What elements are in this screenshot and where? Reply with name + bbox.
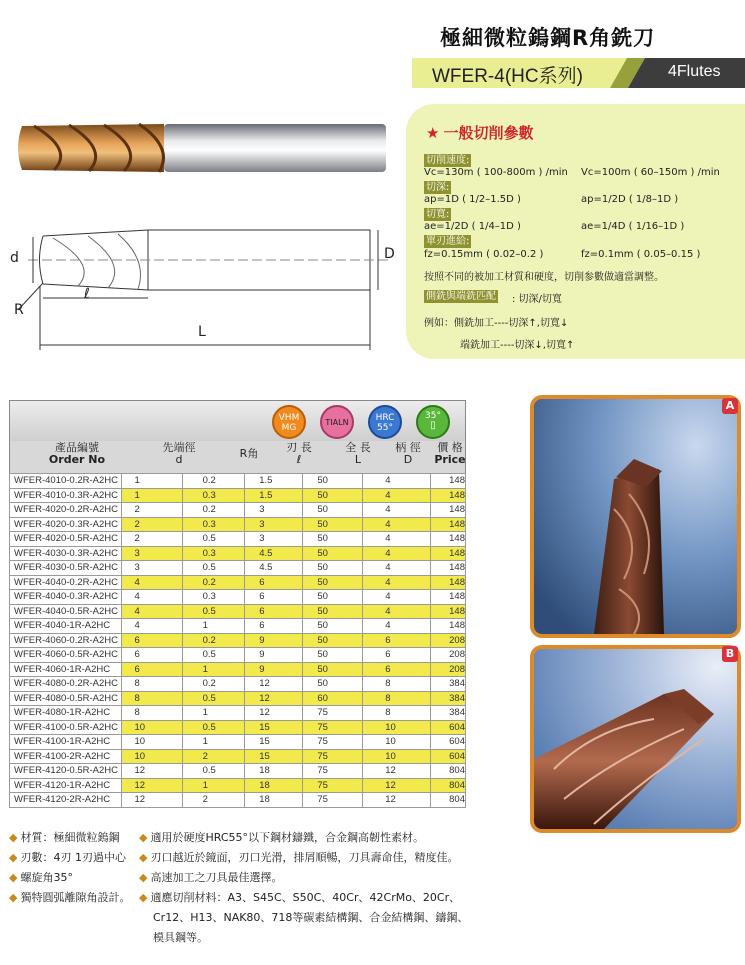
- table-cell: WFER-4040-1R-A2HC: [10, 619, 122, 634]
- table-cell: 2: [182, 749, 245, 764]
- feature-item: ◆ 獨特圓弧離隙角設計。: [9, 891, 131, 904]
- table-cell: 0.5: [182, 764, 245, 779]
- table-cell: 3: [122, 561, 182, 576]
- table-row: [10, 720, 466, 735]
- table-cell: WFER-4060-1R-A2HC: [10, 662, 122, 677]
- table-cell: 10: [122, 749, 182, 764]
- table-cell: 12: [363, 764, 431, 779]
- hrc-badge: HRC 55°: [368, 405, 402, 439]
- table-cell: 6: [245, 590, 303, 605]
- table-cell: WFER-4080-0.5R-A2HC: [10, 691, 122, 706]
- feature-item: ◆ 螺旋角35°: [9, 871, 73, 884]
- example-side: 例如：側銑加工----切深↑,切寬↓: [424, 318, 569, 329]
- table-cell: 148: [431, 517, 466, 532]
- table-cell: 6: [122, 648, 182, 663]
- depth-right: ap=1/2D ( 1/8–1D ): [581, 194, 679, 205]
- cutting-params-panel: [406, 104, 745, 359]
- table-cell: 4: [363, 590, 431, 605]
- table-row: [10, 648, 466, 663]
- diamond-icon: ◆: [139, 871, 148, 884]
- table-cell: 3: [245, 503, 303, 518]
- table-cell: WFER-4060-0.2R-A2HC: [10, 633, 122, 648]
- example-end: 端銑加工----切深↓,切寬↑: [460, 340, 575, 351]
- table-cell: 0.2: [182, 633, 245, 648]
- col-radius: R角: [239, 447, 259, 460]
- table-cell: 8: [363, 691, 431, 706]
- table-cell: WFER-4020-0.5R-A2HC: [10, 532, 122, 547]
- table-cell: 148: [431, 575, 466, 590]
- table-row: [10, 474, 466, 489]
- table-cell: 9: [245, 648, 303, 663]
- table-cell: 148: [431, 590, 466, 605]
- helix-angle-badge: 35° ▯: [416, 405, 450, 439]
- table-cell: 9: [245, 633, 303, 648]
- table-row: [10, 764, 466, 779]
- table-cell: WFER-4120-0.5R-A2HC: [10, 764, 122, 779]
- table-cell: WFER-4100-1R-A2HC: [10, 735, 122, 750]
- table-cell: 0.2: [182, 575, 245, 590]
- table-cell: 50: [303, 604, 363, 619]
- table-cell: 148: [431, 488, 466, 503]
- depth-label: 切深:: [426, 182, 450, 193]
- table-cell: 384: [431, 706, 466, 721]
- table-cell: WFER-4060-0.5R-A2HC: [10, 648, 122, 663]
- table-cell: 4.5: [245, 561, 303, 576]
- table-cell: WFER-4100-0.5R-A2HC: [10, 720, 122, 735]
- table-cell: 148: [431, 474, 466, 489]
- col-shank-dia: 柄 徑 D: [395, 441, 421, 466]
- table-cell: 6: [363, 662, 431, 677]
- table-cell: 6: [122, 633, 182, 648]
- diamond-icon: ◆: [9, 851, 18, 864]
- table-cell: 208: [431, 633, 466, 648]
- diamond-icon: ◆: [9, 831, 18, 844]
- dim-D-label: D: [384, 246, 395, 262]
- feature-item: ◆ 適用於硬度HRC55°以下鋼材鑄鐵，合金鋼高韌性素材。: [139, 831, 425, 844]
- table-cell: 4: [363, 575, 431, 590]
- table-cell: 1: [122, 488, 182, 503]
- table-cell: 50: [303, 546, 363, 561]
- star-icon: ★: [426, 124, 440, 142]
- table-row: [10, 706, 466, 721]
- col-price: 價 格 Price: [434, 441, 466, 466]
- table-cell: 8: [122, 706, 182, 721]
- dim-R-label: R: [14, 302, 24, 318]
- table-cell: 12: [363, 793, 431, 808]
- match-label: 側銑與端銑匹配: [426, 291, 496, 302]
- features-left: [9, 828, 130, 908]
- table-cell: 12: [245, 691, 303, 706]
- match-value: : 切深/切寬: [512, 294, 562, 305]
- photo-b: [530, 645, 741, 833]
- table-row: [10, 793, 466, 808]
- photo-a-label: A: [722, 398, 738, 414]
- table-cell: 10: [122, 720, 182, 735]
- table-row: [10, 575, 466, 590]
- table-cell: 50: [303, 474, 363, 489]
- table-cell: 208: [431, 648, 466, 663]
- product-table: [9, 400, 466, 808]
- table-cell: 50: [303, 488, 363, 503]
- feature-item: ◆ 材質：極細微粒鎢鋼: [9, 831, 120, 844]
- table-cell: 2: [122, 517, 182, 532]
- table-row: [10, 503, 466, 518]
- table-row: [10, 561, 466, 576]
- dim-L-label: L: [198, 324, 206, 340]
- table-cell: 148: [431, 532, 466, 547]
- table-row: [10, 662, 466, 677]
- feature-item: Cr12、H13、NAK80、718等碳素結構鋼、合金結構鋼、鑄鋼、: [153, 911, 469, 924]
- table-cell: 3: [245, 517, 303, 532]
- end-mill-photo-b: [534, 649, 737, 829]
- table-cell: 0.5: [182, 648, 245, 663]
- speed-label: 切削速度:: [426, 155, 470, 166]
- table-header: [9, 400, 466, 473]
- features-right: [139, 828, 468, 948]
- table-cell: 148: [431, 503, 466, 518]
- end-mill-render: [14, 110, 389, 185]
- table-cell: 384: [431, 691, 466, 706]
- depth-left: ap=1D ( 1/2–1.5D ): [424, 194, 521, 205]
- table-cell: 4: [363, 474, 431, 489]
- table-cell: 4: [122, 604, 182, 619]
- width-left: ae=1/2D ( 1/4–1D ): [424, 221, 521, 232]
- table-row: [10, 546, 466, 561]
- table-cell: 1: [182, 778, 245, 793]
- table-cell: WFER-4030-0.5R-A2HC: [10, 561, 122, 576]
- table-cell: 10: [363, 735, 431, 750]
- photo-a: [530, 395, 741, 638]
- table-cell: 50: [303, 517, 363, 532]
- table-cell: 75: [303, 735, 363, 750]
- model-banner: [412, 58, 745, 88]
- table-cell: 1: [182, 706, 245, 721]
- feature-item: ◆ 刃口越近於鏡面，刃口光滑，排屑順暢，刀具壽命佳，精度佳。: [139, 851, 459, 864]
- table-cell: 75: [303, 793, 363, 808]
- table-cell: 15: [245, 735, 303, 750]
- diamond-icon: ◆: [9, 891, 18, 904]
- table-row: [10, 517, 466, 532]
- dim-d-label: d: [10, 250, 19, 266]
- table-cell: 8: [363, 677, 431, 692]
- params-note: 按照不同的被加工材質和硬度，切削参數做適當調整。: [424, 272, 664, 283]
- table-cell: WFER-4040-0.5R-A2HC: [10, 604, 122, 619]
- table-cell: 50: [303, 662, 363, 677]
- table-cell: 804: [431, 778, 466, 793]
- table-cell: 4.5: [245, 546, 303, 561]
- table-cell: 4: [363, 517, 431, 532]
- table-cell: 12: [363, 778, 431, 793]
- table-row: [10, 590, 466, 605]
- table-cell: 75: [303, 706, 363, 721]
- table-row: [10, 677, 466, 692]
- table-cell: 6: [363, 633, 431, 648]
- table-cell: 50: [303, 619, 363, 634]
- table-cell: 50: [303, 590, 363, 605]
- feature-item: ◆ 刃數：4刃 1刃過中心: [9, 851, 126, 864]
- table-cell: 208: [431, 662, 466, 677]
- table-cell: 12: [245, 677, 303, 692]
- table-row: [10, 633, 466, 648]
- table-cell: 1: [122, 474, 182, 489]
- table-cell: WFER-4120-2R-A2HC: [10, 793, 122, 808]
- table-cell: 1: [182, 662, 245, 677]
- table-cell: 2: [122, 532, 182, 547]
- table-cell: 3: [122, 546, 182, 561]
- table-cell: 50: [303, 503, 363, 518]
- table-cell: 148: [431, 619, 466, 634]
- table-cell: 148: [431, 546, 466, 561]
- table-cell: 604: [431, 749, 466, 764]
- table-row: [10, 619, 466, 634]
- end-mill-photo-a: [534, 399, 737, 634]
- table-cell: 0.3: [182, 517, 245, 532]
- table-cell: 50: [303, 561, 363, 576]
- table-cell: 4: [363, 532, 431, 547]
- table-cell: 0.2: [182, 474, 245, 489]
- table-cell: 75: [303, 720, 363, 735]
- table-cell: 4: [122, 575, 182, 590]
- width-label: 切寬:: [426, 209, 450, 220]
- table-cell: 50: [303, 648, 363, 663]
- table-cell: 9: [245, 662, 303, 677]
- table-cell: WFER-4020-0.2R-A2HC: [10, 503, 122, 518]
- product-rows: [9, 473, 466, 808]
- table-cell: WFER-4080-0.2R-A2HC: [10, 677, 122, 692]
- params-heading: ★ 一般切削參數: [426, 124, 534, 142]
- table-cell: 804: [431, 764, 466, 779]
- table-cell: 12: [122, 778, 182, 793]
- table-cell: 10: [363, 749, 431, 764]
- table-cell: 12: [122, 793, 182, 808]
- table-cell: 8: [122, 677, 182, 692]
- table-cell: 8: [122, 691, 182, 706]
- table-row: [10, 488, 466, 503]
- table-cell: 0.5: [182, 532, 245, 547]
- table-cell: WFER-4040-0.2R-A2HC: [10, 575, 122, 590]
- table-cell: 4: [363, 561, 431, 576]
- table-cell: 75: [303, 749, 363, 764]
- diamond-icon: ◆: [9, 871, 18, 884]
- table-row: [10, 691, 466, 706]
- table-cell: 3: [245, 532, 303, 547]
- dim-l-label: ℓ: [84, 286, 90, 302]
- table-row: [10, 735, 466, 750]
- table-cell: 18: [245, 778, 303, 793]
- table-cell: 148: [431, 604, 466, 619]
- table-cell: 10: [363, 720, 431, 735]
- table-row: [10, 749, 466, 764]
- table-cell: 148: [431, 561, 466, 576]
- table-cell: 0.2: [182, 677, 245, 692]
- feature-item: ◆ 適應切削材料：A3、S45C、S50C、40Cr、42CrMo、20Cr、: [139, 891, 461, 904]
- table-cell: WFER-4010-0.3R-A2HC: [10, 488, 122, 503]
- feature-item: ◆ 高速加工之刀具最佳選擇。: [139, 871, 283, 884]
- table-cell: 4: [363, 604, 431, 619]
- table-cell: 15: [245, 720, 303, 735]
- feed-right: fz=0.1mm ( 0.05–0.15 ): [581, 249, 701, 260]
- flute-count: 4Flutes: [668, 63, 721, 80]
- table-cell: 6: [363, 648, 431, 663]
- feed-label: 單刃進給:: [426, 236, 470, 247]
- table-cell: 4: [363, 546, 431, 561]
- table-cell: 50: [303, 575, 363, 590]
- table-cell: 1.5: [245, 474, 303, 489]
- table-cell: WFER-4020-0.3R-A2HC: [10, 517, 122, 532]
- table-row: [10, 604, 466, 619]
- table-cell: 6: [245, 575, 303, 590]
- model-name: WFER-4(HC系列): [432, 66, 583, 87]
- col-flute-length: 刃 長 ℓ: [286, 441, 312, 466]
- table-cell: 1: [182, 619, 245, 634]
- table-cell: WFER-4100-2R-A2HC: [10, 749, 122, 764]
- table-cell: 1: [182, 735, 245, 750]
- table-cell: 4: [122, 590, 182, 605]
- col-order-no: 產品編號 Order No: [48, 441, 106, 466]
- table-cell: 18: [245, 793, 303, 808]
- table-cell: 4: [363, 619, 431, 634]
- diamond-icon: ◆: [139, 831, 148, 844]
- table-cell: 12: [245, 706, 303, 721]
- table-cell: 50: [303, 633, 363, 648]
- table-cell: 0.3: [182, 590, 245, 605]
- col-tip-dia: 先端徑 d: [162, 441, 196, 466]
- table-cell: 0.5: [182, 691, 245, 706]
- feed-left: fz=0.15mm ( 0.02–0.2 ): [424, 249, 544, 260]
- table-cell: WFER-4080-1R-A2HC: [10, 706, 122, 721]
- table-cell: 6: [245, 604, 303, 619]
- table-cell: WFER-4040-0.3R-A2HC: [10, 590, 122, 605]
- table-cell: WFER-4030-0.3R-A2HC: [10, 546, 122, 561]
- table-cell: 10: [122, 735, 182, 750]
- table-cell: 604: [431, 720, 466, 735]
- speed-right: Vc=100m ( 60–150m ) /min: [581, 167, 720, 178]
- table-cell: 4: [363, 488, 431, 503]
- table-cell: 0.2: [182, 503, 245, 518]
- vhm-badge: VHM MG: [272, 405, 306, 439]
- table-cell: 804: [431, 793, 466, 808]
- diamond-icon: ◆: [139, 851, 148, 864]
- table-cell: 75: [303, 764, 363, 779]
- table-cell: 1.5: [245, 488, 303, 503]
- speed-left: Vc=130m ( 100-800m ) /min: [424, 167, 568, 178]
- table-cell: 4: [122, 619, 182, 634]
- table-cell: 6: [122, 662, 182, 677]
- table-cell: 4: [363, 503, 431, 518]
- page-title: 極細微粒鎢鋼R角銑刀: [440, 26, 656, 50]
- table-row: [10, 778, 466, 793]
- diamond-icon: ◆: [139, 891, 148, 904]
- table-cell: 6: [245, 619, 303, 634]
- table-cell: 60: [303, 691, 363, 706]
- table-cell: 0.3: [182, 546, 245, 561]
- table-cell: 12: [122, 764, 182, 779]
- table-cell: 604: [431, 735, 466, 750]
- table-cell: 0.5: [182, 720, 245, 735]
- helix-icon: ▯: [430, 420, 436, 431]
- table-cell: 2: [122, 503, 182, 518]
- col-overall-length: 全 長 L: [345, 441, 371, 466]
- table-cell: 75: [303, 778, 363, 793]
- table-cell: 50: [303, 532, 363, 547]
- table-cell: 50: [303, 677, 363, 692]
- width-right: ae=1/4D ( 1/16–1D ): [581, 221, 685, 232]
- table-cell: 0.5: [182, 561, 245, 576]
- table-cell: 0.5: [182, 604, 245, 619]
- table-cell: 0.3: [182, 488, 245, 503]
- table-cell: 2: [182, 793, 245, 808]
- table-cell: 18: [245, 764, 303, 779]
- table-cell: 8: [363, 706, 431, 721]
- table-cell: 384: [431, 677, 466, 692]
- table-cell: WFER-4010-0.2R-A2HC: [10, 474, 122, 489]
- photo-b-label: B: [722, 646, 738, 662]
- table-row: [10, 532, 466, 547]
- tialn-badge: TIALN: [320, 405, 354, 439]
- table-cell: 15: [245, 749, 303, 764]
- feature-item: 模具鋼等。: [153, 931, 208, 944]
- table-cell: WFER-4120-1R-A2HC: [10, 778, 122, 793]
